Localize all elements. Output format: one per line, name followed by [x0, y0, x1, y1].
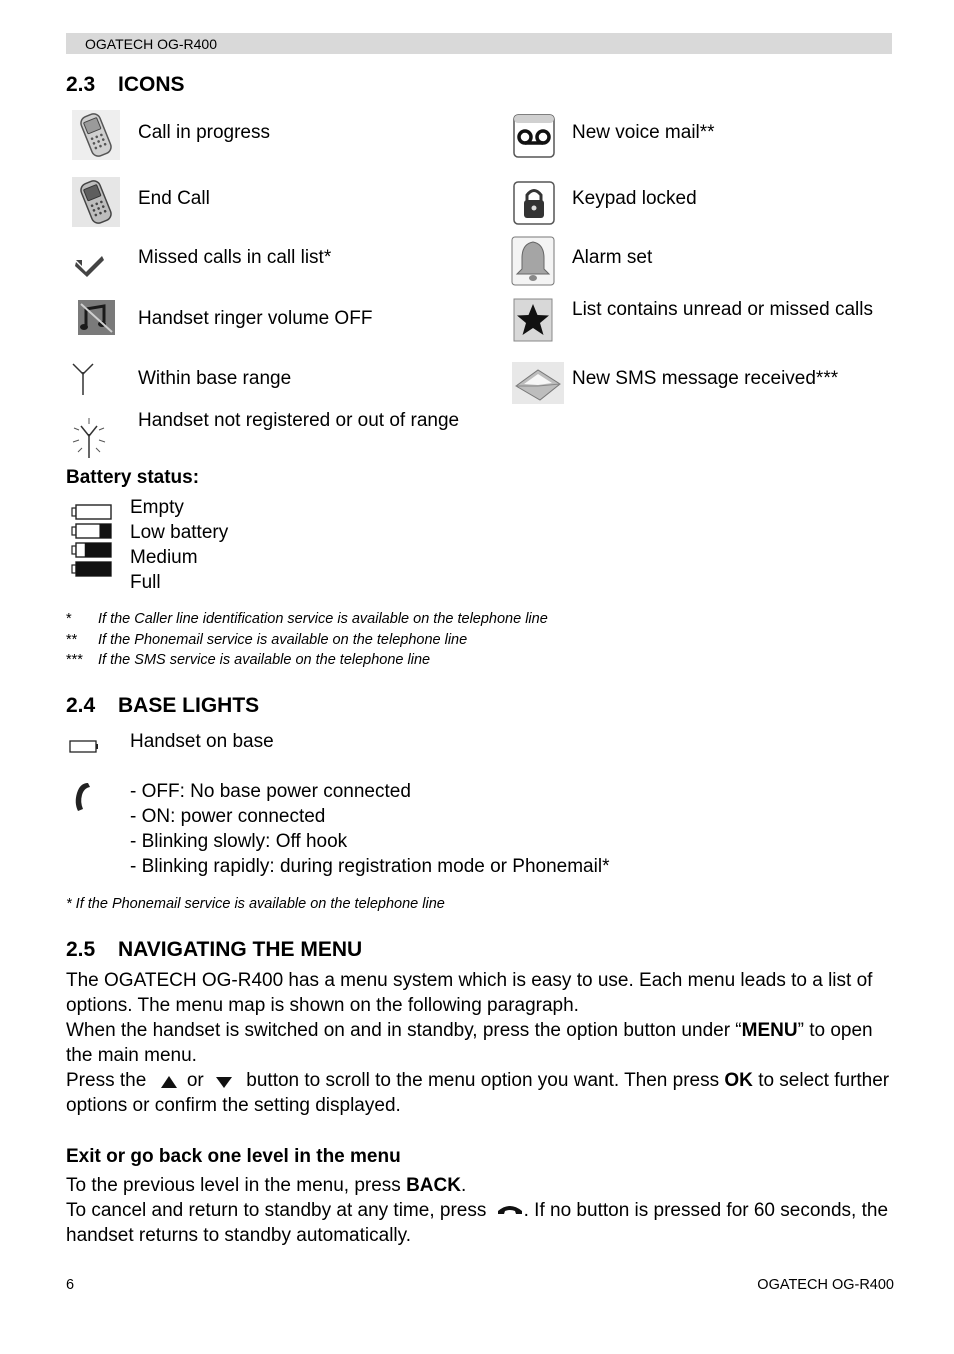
base-light-state: - ON: power connected: [130, 806, 326, 827]
icon-label-unread-missed: List contains unread or missed calls: [572, 299, 873, 320]
icon-label-call-in-progress: Call in progress: [138, 122, 270, 143]
battery-status-title: Battery status:: [66, 467, 200, 488]
section-title: ICONS: [118, 73, 185, 96]
base-light-state: - Blinking slowly: Off hook: [130, 831, 348, 852]
text-run: ” to open the main menu.: [66, 1020, 873, 1066]
padlock-icon: [513, 181, 555, 225]
text-run: To the previous level in the menu, press: [66, 1175, 401, 1196]
bell-icon: [511, 236, 555, 286]
section-number: 2.5: [66, 938, 96, 961]
section-title: BASE LIGHTS: [118, 694, 260, 717]
cancel-paragraph: [66, 1198, 896, 1248]
icon-label-voicemail: New voice mail**: [572, 122, 715, 143]
envelope-icon: [512, 362, 564, 404]
section-lights-heading: [66, 694, 259, 718]
text-run: When the handset is switched on and in standby, press the option button under “: [66, 1020, 742, 1041]
battery-label-medium: Medium: [130, 547, 198, 568]
up-arrow-icon: [158, 1072, 180, 1090]
battery-label-low: Low battery: [130, 522, 229, 543]
end-call-button-icon: [496, 1203, 524, 1217]
phone-call-in-progress-icon: [72, 110, 120, 160]
section-number: 2.3: [66, 73, 96, 96]
text-run: Press the: [66, 1070, 147, 1091]
base-lights-note: * If the Phonemail service is available on the telephone line: [66, 896, 445, 912]
phone-end-call-icon: [72, 177, 120, 227]
battery-fill: [85, 543, 111, 557]
section-title: NAVIGATING THE MENU: [118, 938, 363, 961]
footer-title: OGATECH OG-R400: [757, 1277, 894, 1293]
footnote-text: If the Phonemail service is available on the telephone line: [98, 632, 468, 648]
missed-call-arrow-icon: [74, 252, 106, 278]
battery-label-empty: Empty: [130, 497, 184, 518]
icon-label-keypad-locked: Keypad locked: [572, 188, 697, 209]
icon-label-new-sms: New SMS message received***: [572, 368, 839, 389]
section-icons-heading: [66, 73, 185, 97]
icon-label-ringer-off: Handset ringer volume OFF: [138, 308, 373, 329]
menu-paragraph-2: [66, 1018, 896, 1068]
text-run: button to scroll to the menu option you want. Then press: [246, 1070, 720, 1091]
icon-label-within-range: Within base range: [138, 368, 292, 389]
footnote-text: If the Caller line identification service is available on the telephone line: [98, 611, 548, 627]
exit-menu-subheading: Exit or go back one level in the menu: [66, 1146, 401, 1167]
antenna-blinking-icon: [70, 416, 108, 460]
ok-keyword: OK: [724, 1070, 753, 1091]
header-title: OGATECH OG-R400: [85, 36, 217, 52]
ringer-off-icon: [78, 300, 115, 335]
text-run: . If no button is pressed for 60 seconds, the handset returns to standby automatically.: [66, 1200, 889, 1246]
menu-keyword: MENU: [741, 1020, 798, 1041]
text-run: .: [460, 1175, 467, 1196]
section-menu-heading: [66, 938, 362, 962]
battery-fill: [76, 562, 111, 576]
phone-handset-light-icon: [72, 781, 94, 813]
menu-paragraph-1: The OGATECH OG-R400 has a menu system which is easy to use. Each menu leads to a list of options. The menu map is shown on the following paragraph.: [66, 970, 873, 1016]
antenna-icon: [70, 362, 96, 396]
footnote-mark: ***: [66, 652, 83, 668]
back-keyword: BACK: [406, 1175, 461, 1196]
footnote: [66, 652, 430, 668]
star-icon: [513, 298, 553, 342]
footer-page-number: 6: [66, 1277, 75, 1293]
section-number: 2.4: [66, 694, 96, 717]
text-run: to select further options or confirm the setting displayed.: [66, 1070, 890, 1116]
footnote-text: If the SMS service is available on the telephone line: [98, 652, 431, 668]
base-light-state: - Blinking rapidly: during registration mode or Phonemail*: [130, 856, 610, 877]
footnote: [66, 632, 467, 648]
footnote-mark: **: [66, 632, 78, 648]
voicemail-icon: [513, 114, 555, 158]
text-run: To cancel and return to standby at any time, press: [66, 1200, 487, 1221]
icon-label-not-registered: Handset not registered or out of range: [138, 410, 460, 431]
battery-full-icon: [71, 560, 113, 578]
exit-menu-paragraph: [66, 1173, 896, 1248]
menu-intro-paragraph: [66, 968, 896, 1118]
footnote-mark: *: [66, 611, 72, 627]
footnote: [66, 611, 548, 627]
down-arrow-icon: [213, 1072, 235, 1090]
battery-label-full: Full: [130, 572, 161, 593]
back-paragraph: [66, 1173, 896, 1198]
menu-paragraph-3: [66, 1068, 896, 1118]
icon-label-alarm-set: Alarm set: [572, 247, 653, 268]
battery-medium-icon: [71, 541, 113, 559]
text-run: or: [186, 1070, 204, 1091]
icon-label-missed-calls: Missed calls in call list*: [138, 247, 332, 268]
battery-fill: [99, 524, 111, 538]
battery-empty-icon: [71, 503, 113, 521]
icon-label-end-call: End Call: [138, 188, 210, 209]
base-light-state: - OFF: No base power connected: [130, 781, 411, 802]
handset-on-base-label: Handset on base: [130, 731, 274, 752]
base-light-rect-icon: [69, 740, 99, 754]
battery-low-icon: [71, 522, 113, 540]
